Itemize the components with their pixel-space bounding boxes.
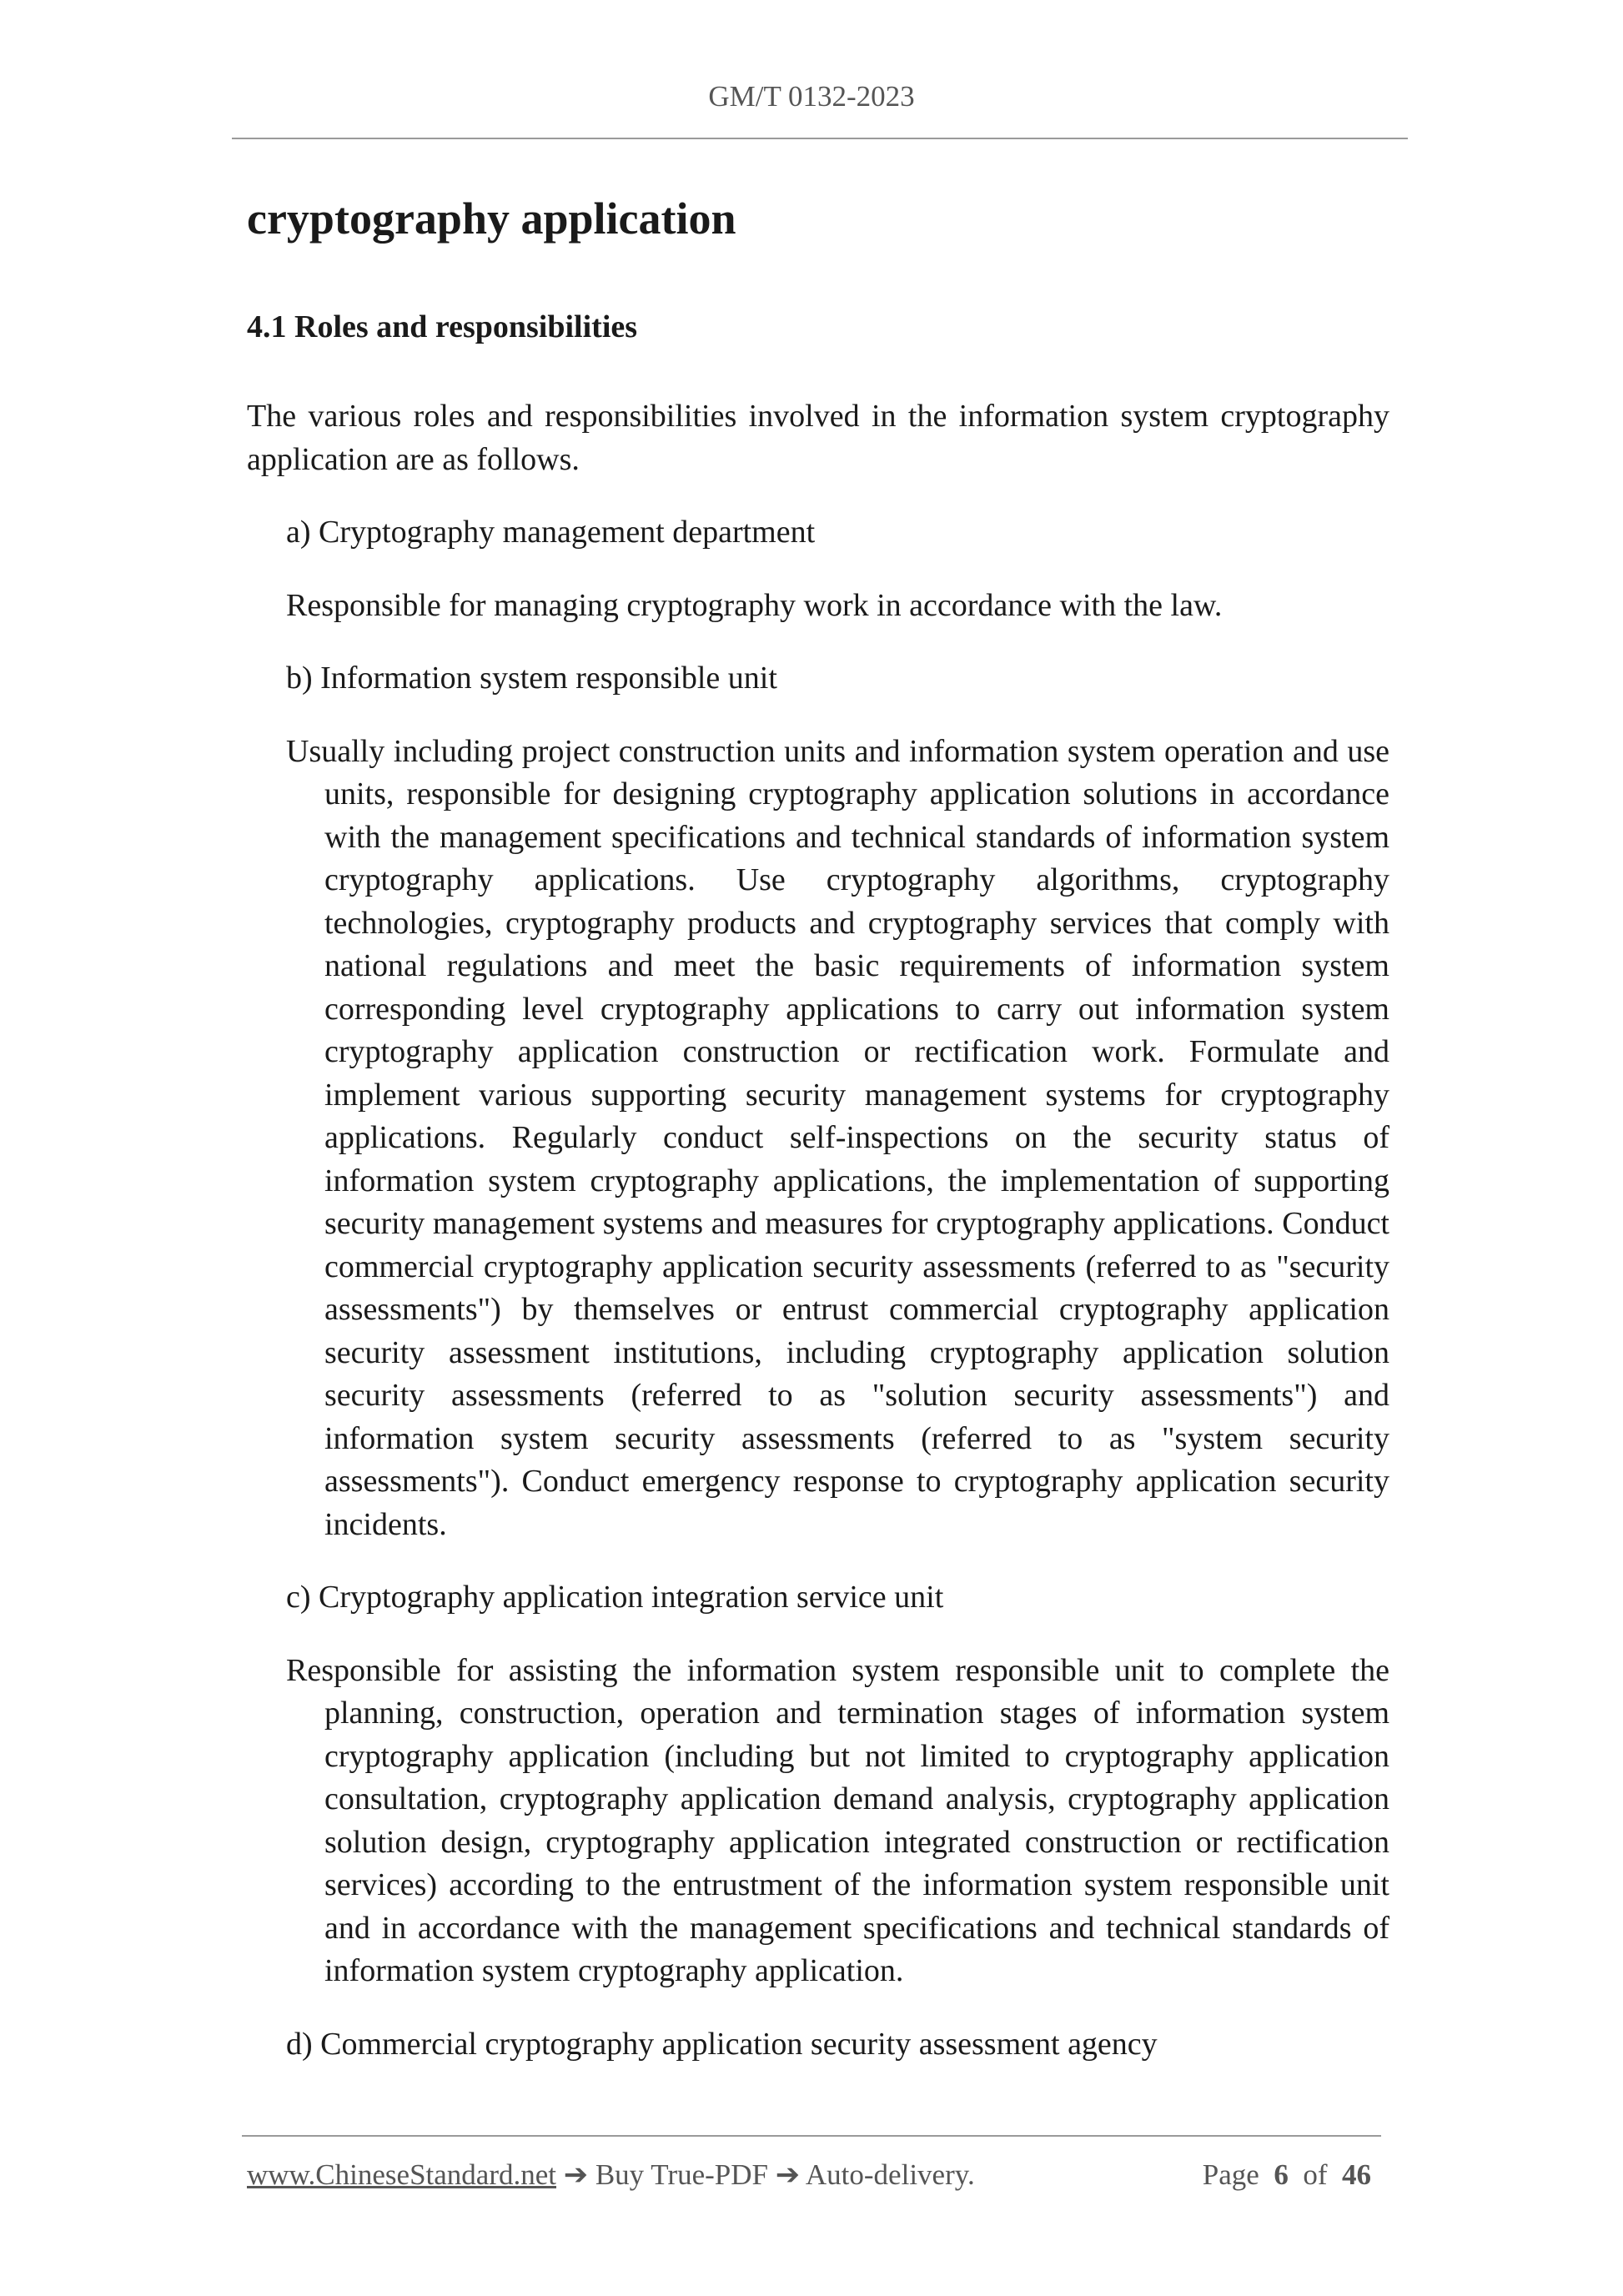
arrow-right-icon: ➔ bbox=[563, 2158, 589, 2191]
role-label-a: a) Cryptography management department bbox=[286, 515, 816, 550]
footer-divider bbox=[242, 2135, 1381, 2137]
page-word: Page bbox=[1202, 2158, 1259, 2191]
role-label-d: d) Commercial cryptography application security assessment agency bbox=[286, 2026, 1158, 2062]
intro-paragraph: The various roles and responsibilities involved in the information system cryptography application are as follows. bbox=[247, 399, 1389, 477]
role-desc-c: Responsible for assisting the information system responsible unit to complete the planning, construction, operation and termination stages of information system cryptography application (including but not limited to cryptography application consultation, cryptography application demand analysis, cryptography application solution design, cryptography application integrated construction or rectification services) according to the entrustment of the information system responsible unit and in accordance with the management specifications and technical standards of information system cryptography application. bbox=[286, 1652, 1389, 1988]
page-total: 46 bbox=[1342, 2158, 1371, 2191]
auto-delivery-text: Auto-delivery. bbox=[805, 2158, 975, 2191]
of-word: of bbox=[1303, 2158, 1328, 2191]
buy-pdf-text: Buy True-PDF bbox=[595, 2158, 768, 2191]
role-desc-a: Responsible for managing cryptography work in accordance with the law. bbox=[286, 587, 1223, 623]
page-content bbox=[247, 185, 1389, 2066]
footer-promo bbox=[247, 2158, 975, 2192]
subsection-title: 4.1 Roles and responsibilities bbox=[247, 309, 638, 344]
page-current: 6 bbox=[1274, 2158, 1289, 2191]
header-divider bbox=[232, 138, 1408, 139]
role-desc-b: Usually including project construction units and information system operation and use units, responsible for designing cryptography application solutions in accordance with the management specifications and technical standards of information system cryptography applications. Use cryptography algorithms, cryptography technologies, cryptography products and cryptography services that comply with national regulations and meet the basic requirements of information system corresponding level cryptography applications to carry out information system cryptography application construction or rectification work. Formulate and implement various supporting security management systems for cryptography applications. Regularly conduct self-inspections on the security status of information system cryptography applications, the implementation of supporting security management systems and measures for cryptography applications. Conduct commercial cryptography application security assessments (referred to as "security assessments") by themselves or entrust commercial cryptography application security assessment institutions, including cryptography application solution security assessments (referred to as "solution security assessments") and information system security assessments (referred to as "system security assessments"). Conduct emergency response to cryptography application security incidents. bbox=[286, 733, 1389, 1542]
section-title: cryptography application bbox=[247, 193, 736, 244]
document-id-header: GM/T 0132-2023 bbox=[708, 80, 915, 113]
website-link[interactable]: www.ChineseStandard.net bbox=[247, 2158, 556, 2191]
role-label-c: c) Cryptography application integration service unit bbox=[286, 1580, 944, 1615]
role-label-b: b) Information system responsible unit bbox=[286, 661, 777, 696]
page-number bbox=[1203, 2158, 1371, 2192]
arrow-right-icon: ➔ bbox=[775, 2158, 801, 2191]
